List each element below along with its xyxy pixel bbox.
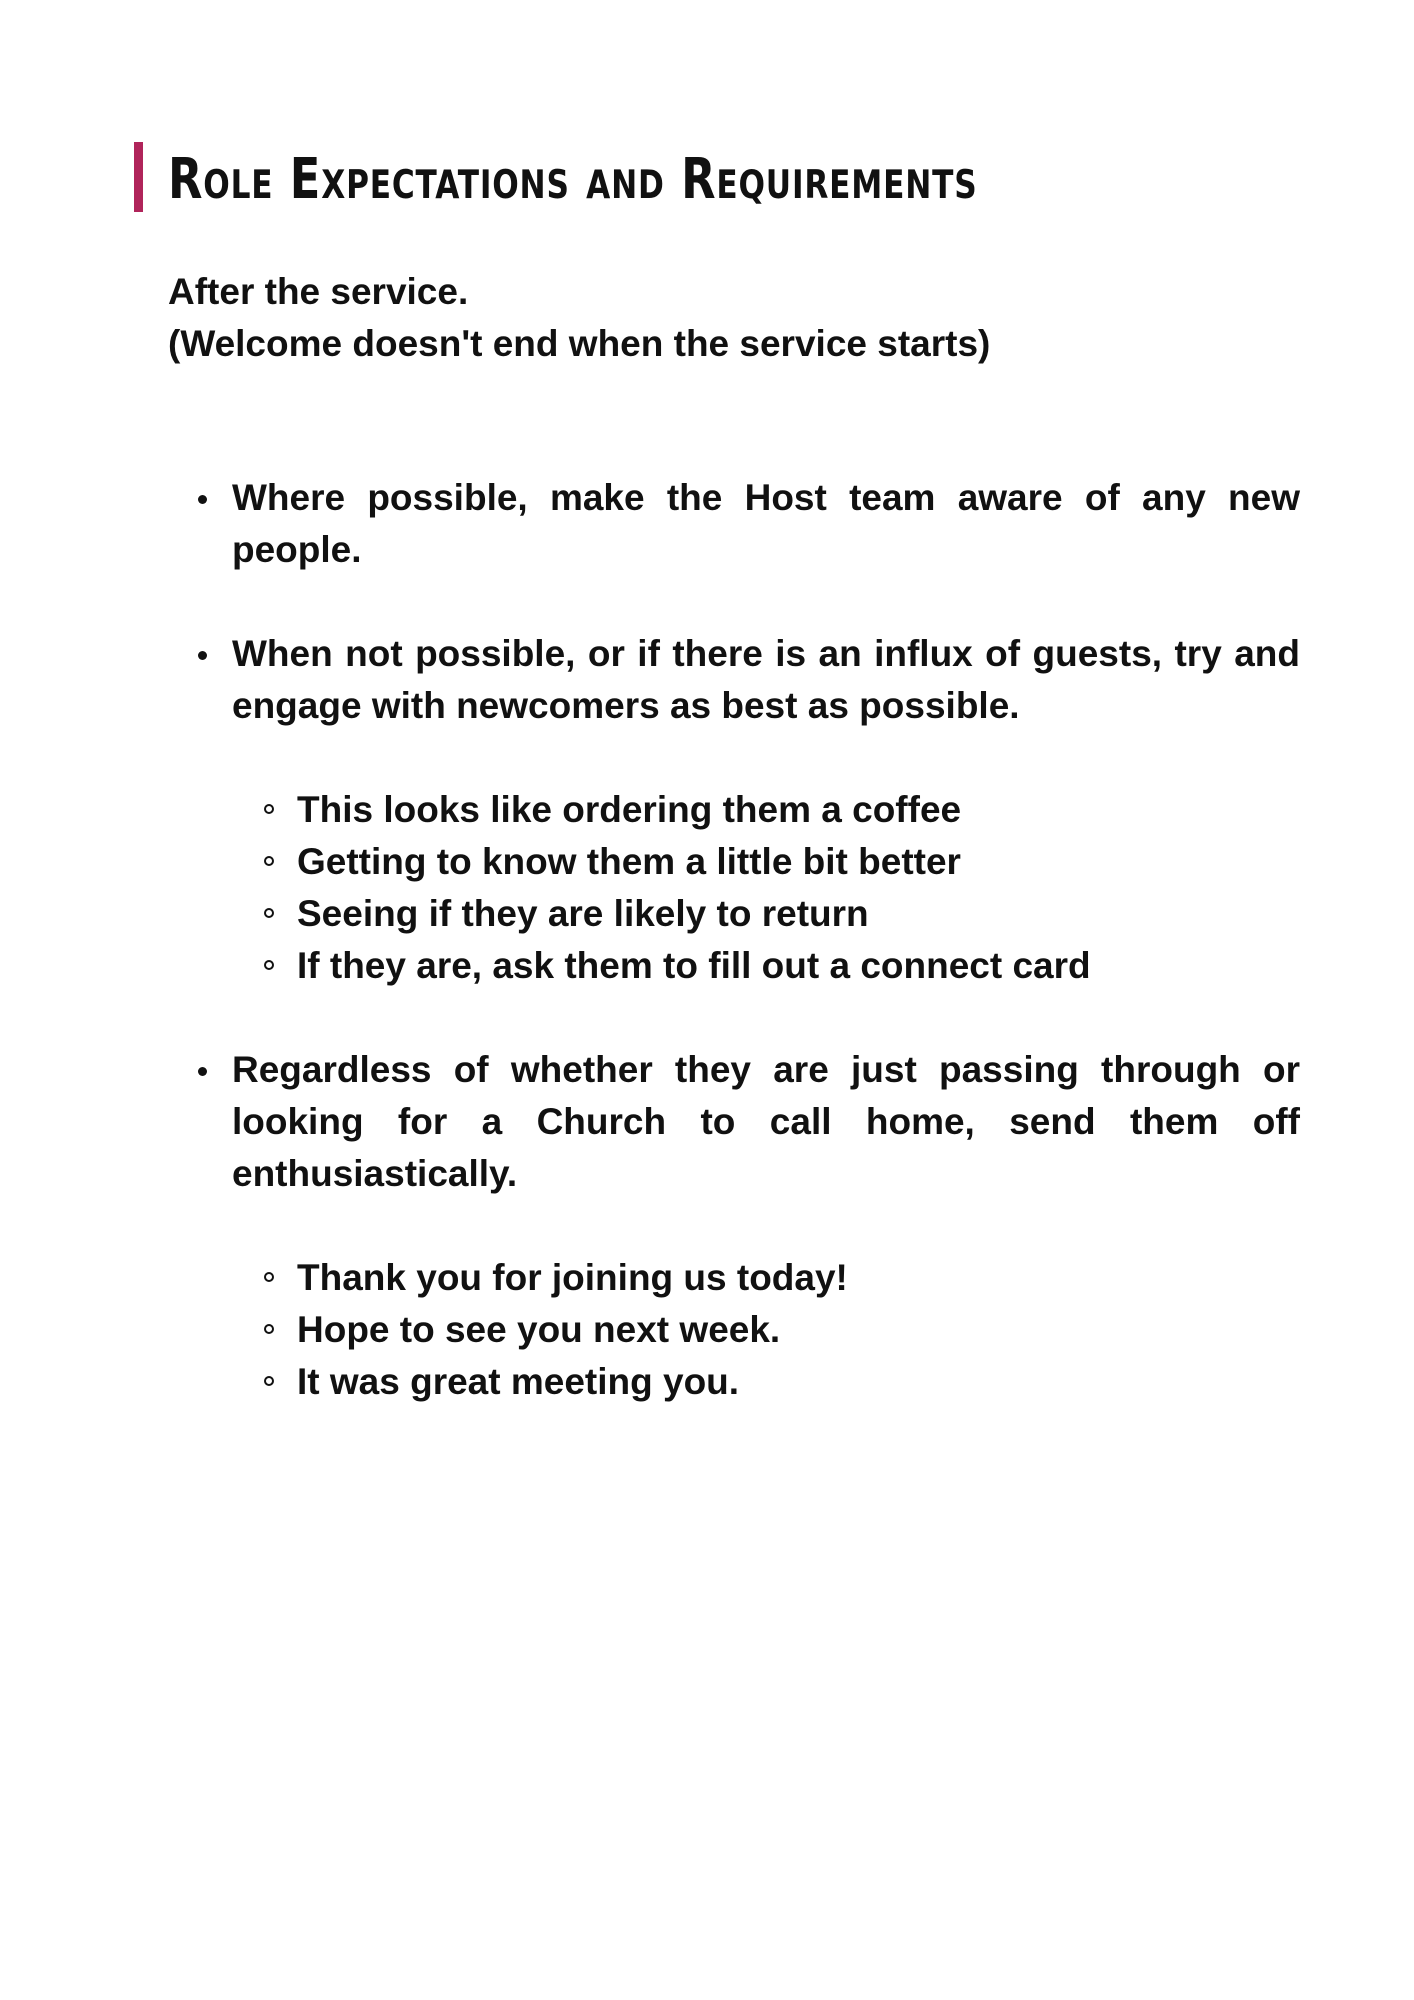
sub-item-text: Thank you for joining us today!	[297, 1257, 848, 1298]
bullet-item	[232, 628, 1300, 732]
sub-list-item	[297, 1252, 1300, 1304]
intro-line-2: (Welcome doesn't end when the service starts)	[168, 323, 991, 364]
sub-list	[297, 784, 1300, 992]
sub-list	[297, 1252, 1300, 1408]
bullet-text: Where possible, make the Host team aware of any new people.	[232, 477, 1300, 570]
bullet-list	[232, 472, 1300, 1460]
intro-block	[168, 266, 1268, 370]
sub-list-item	[297, 1356, 1300, 1408]
bullet-item	[232, 472, 1300, 576]
bullet-text: When not possible, or if there is an influx of guests, try and engage with newcomers as best as possible.	[232, 633, 1300, 726]
sub-item-text: Getting to know them a little bit better	[297, 841, 961, 882]
hollow-bullet-icon	[264, 1376, 274, 1386]
sub-list-item	[297, 888, 1300, 940]
hollow-bullet-icon	[264, 1272, 274, 1282]
bullet-dot-icon	[198, 1067, 207, 1076]
sub-item-text: Hope to see you next week.	[297, 1309, 781, 1350]
bullet-text: Regardless of whether they are just passing through or looking for a Church to call home, send them off enthusiastically.	[232, 1049, 1300, 1194]
bullet-dot-icon	[198, 651, 207, 660]
intro-line-1: After the service.	[168, 271, 469, 312]
sub-list-item	[297, 836, 1300, 888]
sub-item-text: It was great meeting you.	[297, 1361, 740, 1402]
hollow-bullet-icon	[264, 908, 274, 918]
sub-list-item	[297, 1304, 1300, 1356]
sub-item-text: If they are, ask them to fill out a connect card	[297, 945, 1091, 986]
sub-list-item	[297, 940, 1300, 992]
bullet-dot-icon	[198, 495, 207, 504]
sub-list-item	[297, 784, 1300, 836]
sub-item-text: Seeing if they are likely to return	[297, 893, 869, 934]
hollow-bullet-icon	[264, 804, 274, 814]
title-accent-bar	[134, 142, 143, 212]
sub-item-text: This looks like ordering them a coffee	[297, 789, 962, 830]
hollow-bullet-icon	[264, 960, 274, 970]
hollow-bullet-icon	[264, 1324, 274, 1334]
bullet-item	[232, 1044, 1300, 1200]
hollow-bullet-icon	[264, 856, 274, 866]
page-title: Role Expectations and Requirements	[168, 147, 978, 212]
